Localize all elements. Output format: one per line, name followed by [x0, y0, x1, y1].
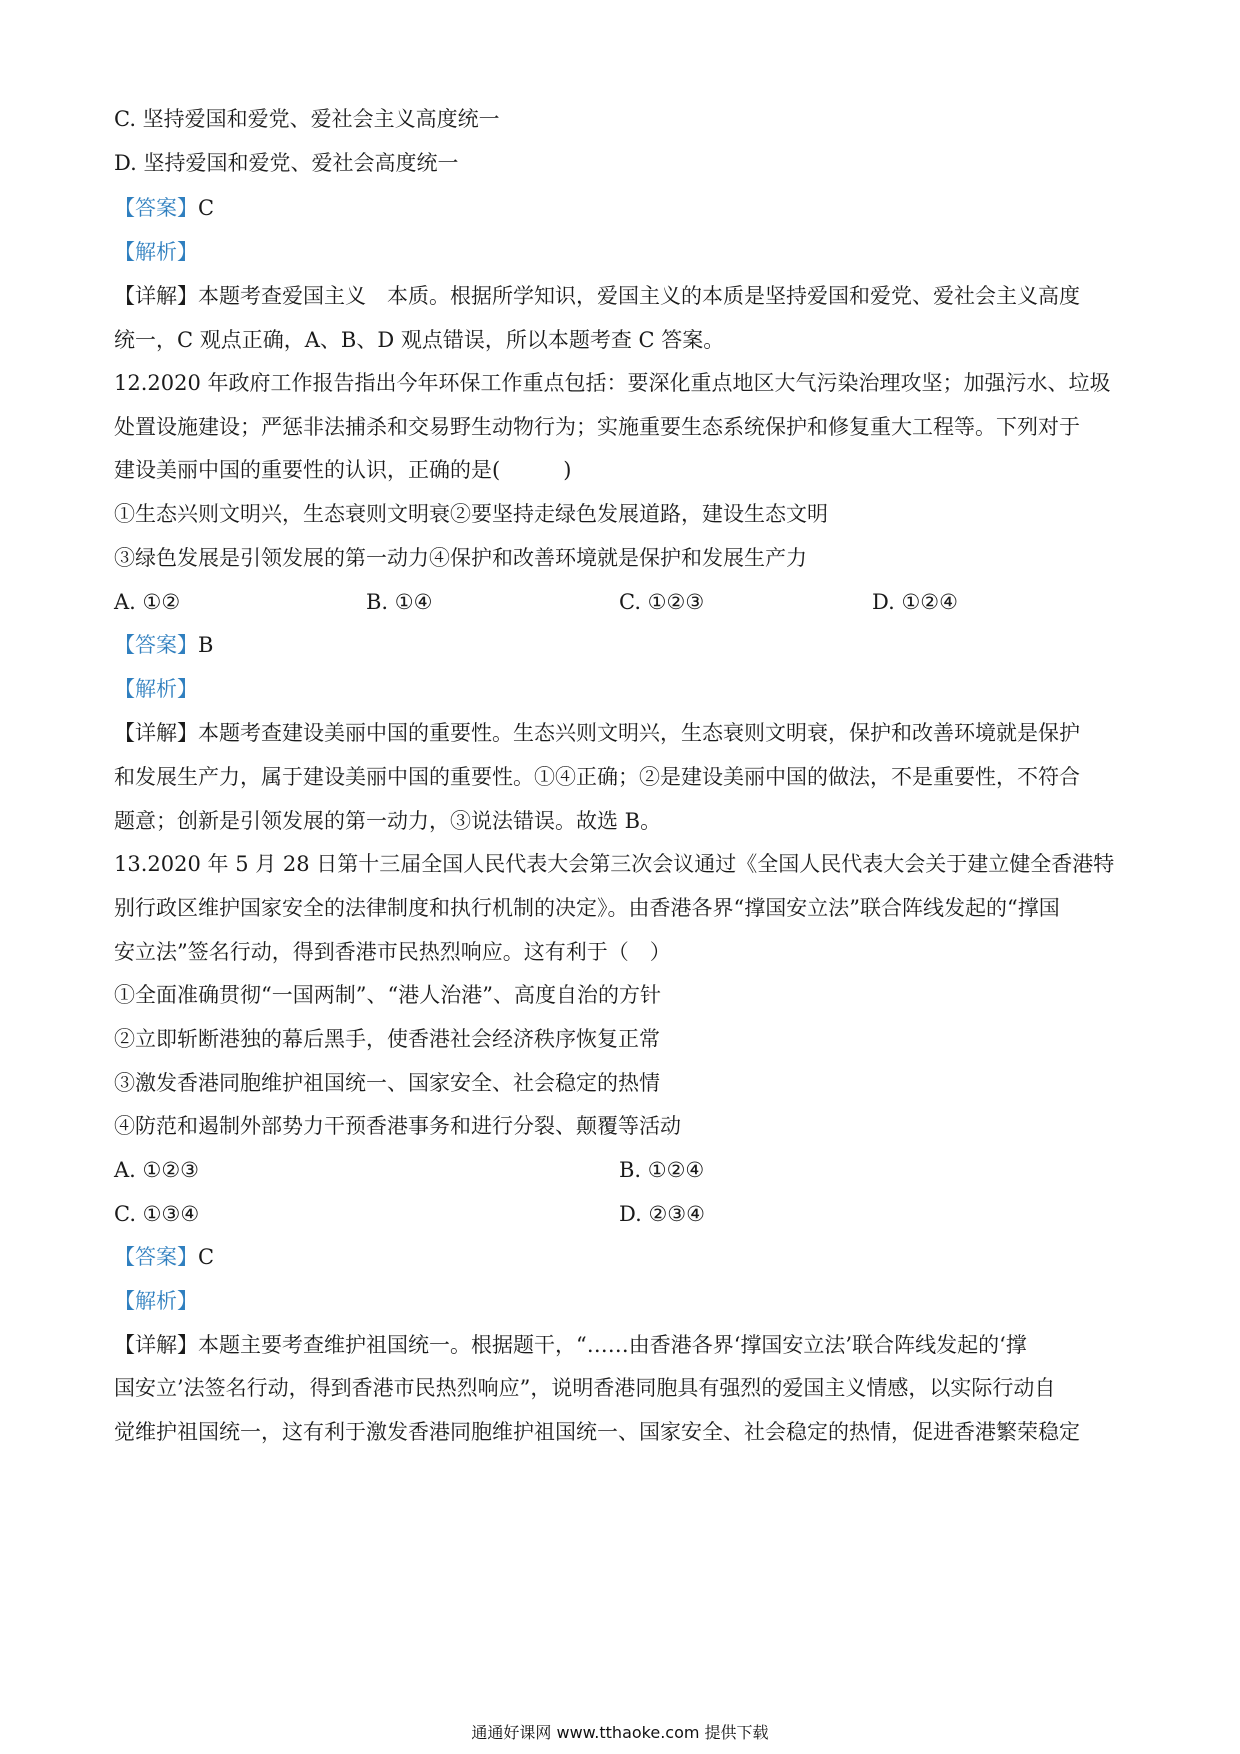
- answer-tag: 【答案】: [114, 633, 198, 657]
- q13-option-c: C. ①③④: [114, 1202, 200, 1226]
- q13-statement-4: ④防范和遏制外部势力干预香港事务和进行分裂、颠覆等活动: [114, 1114, 681, 1138]
- q11-detail-line-1: [114, 281, 1130, 311]
- q11-option-d: D. 坚持爱国和爱党、爱社会高度统一: [114, 151, 459, 175]
- q12-stem-line-1: 12.2020 年政府工作报告指出今年环保工作重点包括：要深化重点地区大气污染治理攻坚；加强污水、垃圾: [114, 371, 1111, 395]
- q12-answer: [114, 630, 1130, 660]
- q12-option-d: D. ①②④: [872, 590, 958, 614]
- q12-stem-line-2: 处置设施建设；严惩非法捕杀和交易野生动物行为；实施重要生态系统保护和修复重大工程等。下列对于: [114, 415, 1080, 439]
- q12-option-a: A. ①②: [114, 590, 181, 614]
- q13-stem-line-3: 安立法”签名行动，得到香港市民热烈响应。这有利于（ ）: [114, 940, 671, 964]
- answer-value: C: [198, 1245, 215, 1269]
- q13-analysis-tag: 【解析】: [114, 1289, 198, 1313]
- answer-tag: 【答案】: [114, 196, 198, 220]
- q13-option-b: B. ①②④: [619, 1158, 705, 1182]
- q13-detail-line-1: [114, 1330, 1130, 1360]
- q12-detail-line-2: 和发展生产力，属于建设美丽中国的重要性。①④正确；②是建设美丽中国的做法，不是重要性，不符合: [114, 765, 1080, 789]
- q11-detail-line-2: 统一，C 观点正确，A、B、D 观点错误，所以本题考查 C 答案。: [114, 328, 725, 352]
- detail-text: 本题考查建设美丽中国的重要性。生态兴则文明兴，生态衰则文明衰，保护和改善环境就是保护: [198, 721, 1080, 745]
- q13-statement-1: ①全面准确贯彻“一国两制”、“港人治港”、高度自治的方针: [114, 983, 661, 1007]
- q13-options-row-2: [114, 1199, 1130, 1229]
- q12-statement-1: ①生态兴则文明兴，生态衰则文明衰②要坚持走绿色发展道路，建设生态文明: [114, 502, 828, 526]
- q13-detail-line-3: 觉维护祖国统一，这有利于激发香港同胞维护祖国统一、国家安全、社会稳定的热情，促进香港繁荣稳定: [114, 1420, 1080, 1444]
- q11-answer: [114, 193, 1130, 223]
- q13-answer: [114, 1242, 1130, 1272]
- q13-options-row-1: [114, 1155, 1130, 1185]
- detail-tag: 【详解】: [114, 1333, 198, 1357]
- q13-statement-3: ③激发香港同胞维护祖国统一、国家安全、社会稳定的热情: [114, 1071, 660, 1095]
- q13-stem-line-1: 13.2020 年 5 月 28 日第十三届全国人民代表大会第三次会议通过《全国人民代表大会关于建立健全香港特: [114, 852, 1115, 876]
- q13-statement-2: ②立即斩断港独的幕后黑手，使香港社会经济秩序恢复正常: [114, 1027, 660, 1051]
- q11-option-c: C. 坚持爱国和爱党、爱社会主义高度统一: [114, 107, 500, 131]
- q12-option-b: B. ①④: [366, 590, 433, 614]
- answer-tag: 【答案】: [114, 1245, 198, 1269]
- q12-detail-line-1: [114, 718, 1130, 748]
- detail-text: 本题考查爱国主义 本质。根据所学知识，爱国主义的本质是坚持爱国和爱党、爱社会主义高度: [198, 284, 1080, 308]
- detail-tag: 【详解】: [114, 284, 198, 308]
- q12-statement-2: ③绿色发展是引领发展的第一动力④保护和改善环境就是保护和发展生产力: [114, 546, 807, 570]
- q13-option-a: A. ①②③: [114, 1158, 199, 1182]
- q12-stem-line-3: 建设美丽中国的重要性的认识，正确的是( ): [114, 458, 572, 482]
- q13-option-d: D. ②③④: [619, 1202, 705, 1226]
- q11-analysis-tag: 【解析】: [114, 240, 198, 264]
- detail-tag: 【详解】: [114, 721, 198, 745]
- q12-analysis-tag: 【解析】: [114, 677, 198, 701]
- answer-value: B: [198, 633, 214, 657]
- page-footer: 通通好课网 www.tthaoke.com 提供下载: [471, 1723, 769, 1742]
- q13-stem-line-2: 别行政区维护国家安全的法律制度和执行机制的决定》。由香港各界“撑国安立法”联合阵线发起的“撑国: [114, 896, 1060, 920]
- q12-options: [114, 587, 1130, 617]
- q12-detail-line-3: 题意；创新是引领发展的第一动力，③说法错误。故选 B。: [114, 809, 662, 833]
- q12-option-c: C. ①②③: [619, 590, 705, 614]
- answer-value: C: [198, 196, 215, 220]
- detail-text: 本题主要考查维护祖国统一。根据题干，“……由香港各界‘撑国安立法’联合阵线发起的‘撑: [198, 1333, 1027, 1357]
- q13-detail-line-2: 国安立’法签名行动，得到香港市民热烈响应”，说明香港同胞具有强烈的爱国主义情感，以实际行动自: [114, 1376, 1056, 1400]
